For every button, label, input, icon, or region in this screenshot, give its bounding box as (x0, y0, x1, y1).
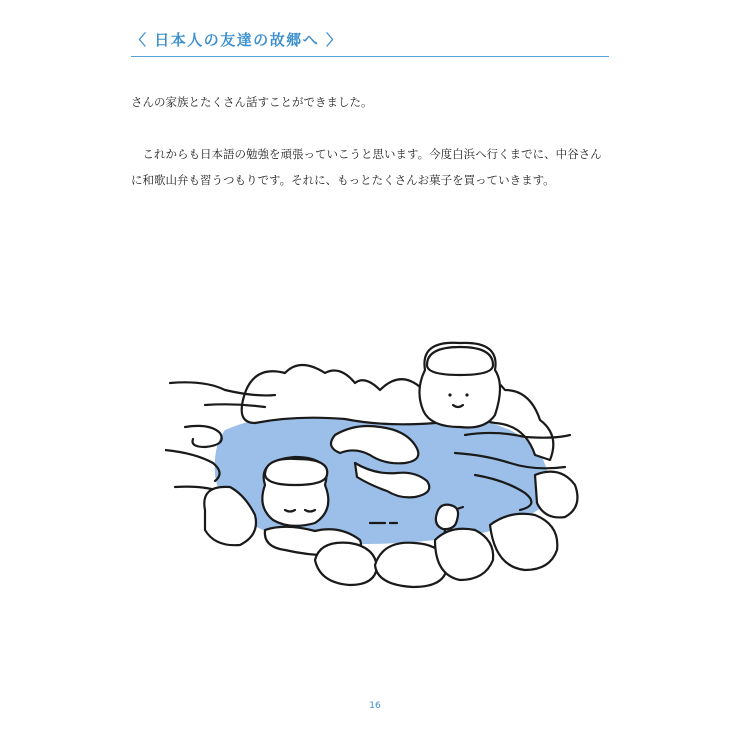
person-back (419, 343, 500, 428)
page-number: 16 (369, 701, 381, 711)
section-heading (131, 26, 609, 57)
body-line-2: これからも日本語の勉強を頑張っていこうと思います。今度白浜へ行くまでに、中谷さん (131, 147, 602, 161)
body-line-3: に和歌山弁も習うつもりです。それに、もっとたくさんお菓子を買っていきます。 (131, 173, 555, 187)
page-title: 〈 日本人の友達の故郷へ 〉 (131, 31, 343, 49)
body-line-1: さんの家族とたくさん話すことができました。 (131, 95, 373, 109)
onsen-illustration (165, 335, 585, 595)
